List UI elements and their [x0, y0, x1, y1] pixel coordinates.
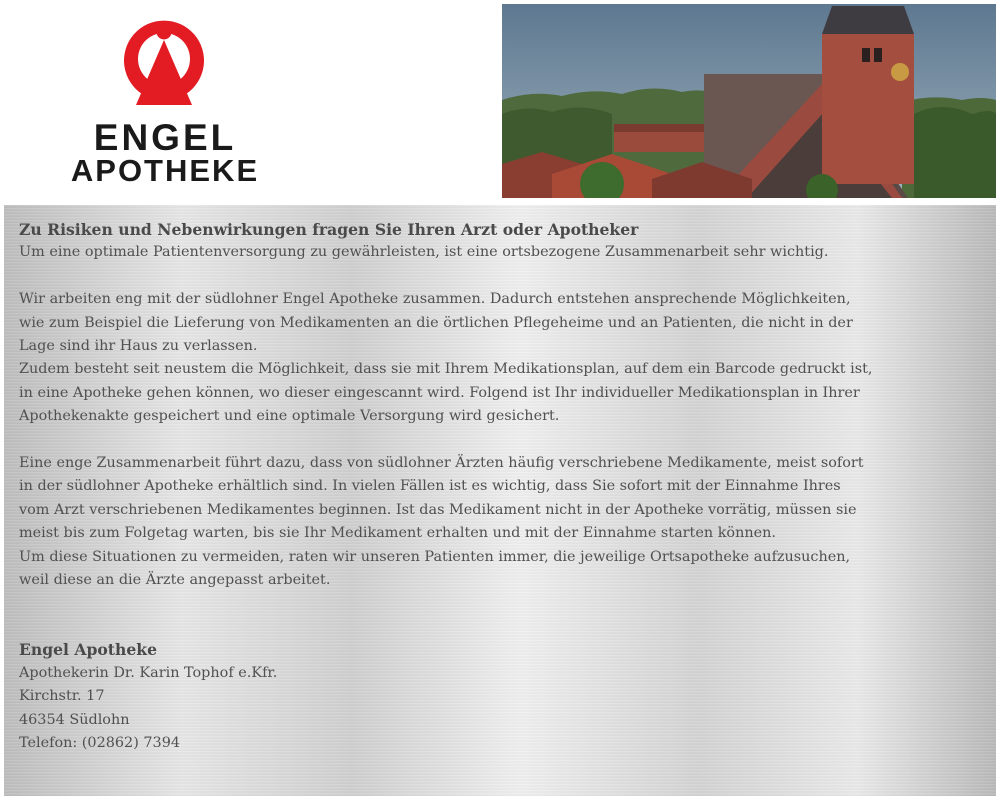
pharmacy-owner: Apothekerin Dr. Karin Tophof e.Kfr.	[19, 664, 278, 681]
text-line: wie zum Beispiel die Lieferung von Medikamenten an die örtlichen Pflegeheime und an Patienten, die nicht in der	[19, 314, 853, 331]
text-line: meist bis zum Folgetag warten, bis sie Ihr Medikament erhalten und mit der Einnahme starten können.	[19, 525, 776, 542]
paragraph-cooperation	[19, 288, 992, 428]
text-line: in eine Apotheke gehen können, wo dieser eingescannt wird. Folgend ist Ihr individueller Medikationsplan in Ihrer	[19, 384, 860, 401]
section-heading: Zu Risiken und Nebenwirkungen fragen Sie Ihren Arzt oder Apotheker	[19, 220, 639, 239]
pharmacy-name: Engel Apotheke	[19, 640, 157, 660]
text-line: Apothekenakte gespeichert und eine optimale Versorgung wird gesichert.	[19, 408, 560, 425]
text-line: Um diese Situationen zu vermeiden, raten wir unseren Patienten immer, die jeweilige Ortsapotheke aufzusuchen,	[19, 548, 851, 565]
address-block	[19, 638, 992, 755]
text-line: weil diese an die Ärzte angepasst arbeitet.	[19, 572, 331, 589]
text-line: Wir arbeiten eng mit der südlohner Engel Apotheke zusammen. Dadurch entstehen ansprechende Möglichkeiten,	[19, 291, 851, 308]
angel-emblem-icon	[118, 10, 210, 106]
text-line: vom Arzt verschriebenen Medikamentes beginnen. Ist das Medikament nicht in der Apotheke vorrätig, müssen sie	[19, 501, 857, 518]
logo-text-apotheke: APOTHEKE	[70, 153, 260, 188]
text-line: Eine enge Zusammenarbeit führt dazu, dass von südlohner Ärzten häufig verschriebene Medikamente, meist sofort	[19, 455, 864, 472]
pharmacy-street: Kirchstr. 17	[19, 688, 105, 705]
pharmacy-city: 46354 Südlohn	[19, 711, 130, 728]
text-line: in der südlohner Apotheke erhältlich sind. In vielen Fällen ist es wichtig, dass Sie sofort mit der Einnahme Ihres	[19, 478, 841, 495]
engel-apotheke-logo	[0, 0, 500, 200]
pharmacy-phone: Telefon: (02862) 7394	[19, 735, 181, 752]
paragraph-availability	[19, 452, 992, 592]
logo-text-engel: ENGEL	[93, 117, 237, 158]
intro-text: Um eine optimale Patientenversorgung zu gewährleisten, ist eine ortsbezogene Zusammenarbeit sehr wichtig.	[19, 244, 829, 261]
text-line: Lage sind ihr Haus zu verlassen.	[19, 338, 258, 355]
content-panel	[4, 205, 996, 796]
text-line: Zudem besteht seit neustem die Möglichkeit, dass sie mit Ihrem Medikationsplan, auf dem ein Barcode gedruckt ist,	[19, 361, 873, 378]
church-tower-photo	[502, 4, 996, 198]
